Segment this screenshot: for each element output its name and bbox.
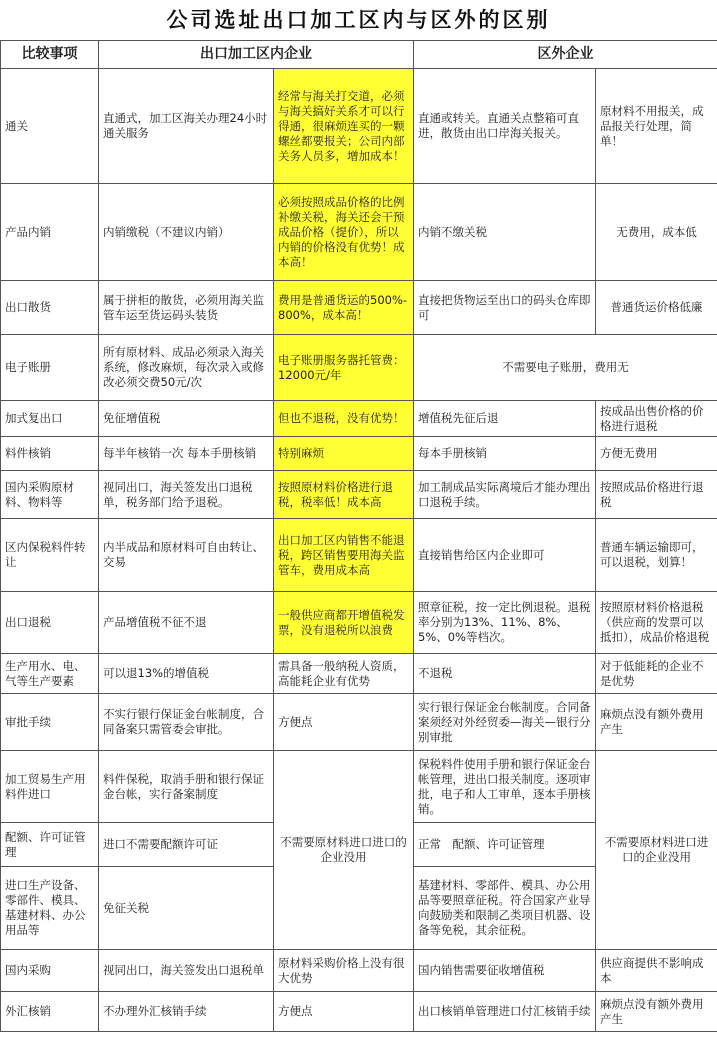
inside-detail: 每半年核销一次 每本手册核销: [99, 437, 274, 471]
header-item: 比较事项: [1, 41, 99, 69]
inside-detail: 直通式，加工区海关办理24小时通关服务: [99, 69, 274, 184]
table-row: [1, 694, 717, 751]
inside-detail: 进口不需要配额许可证: [99, 823, 274, 867]
outside-detail: 不退税: [414, 654, 596, 694]
inside-detail: 内半成品和原材料可自由转让、交易: [99, 519, 274, 592]
outside-merged: 不需要电子账册，费用无: [414, 335, 717, 401]
table-row: [1, 654, 717, 694]
outside-detail: 直接销售给区内企业即可: [414, 519, 596, 592]
outside-detail: 国内销售需要征收增值税: [414, 950, 596, 992]
inside-detail: 可以退13%的增值税: [99, 654, 274, 694]
header-outside: 区外企业: [414, 41, 717, 69]
item-label: 区内保税料件转让: [1, 519, 99, 592]
inside-comment: 方便点: [274, 992, 414, 1032]
outside-comment: 麻烦点没有额外费用产生: [596, 992, 717, 1032]
inside-comment: 需具备一般纳税人资质，高能耗企业有优势: [274, 654, 414, 694]
outside-comment: 对于低能耗的企业不是优势: [596, 654, 717, 694]
inside-detail: 不实行银行保证金台帐制度，合同备案只需管委会审批。: [99, 694, 274, 751]
inside-comment: 出口加工区内销售不能退税，跨区销售要用海关监管车，费用成本高: [274, 519, 414, 592]
item-label: 出口散货: [1, 281, 99, 335]
item-label: 电子账册: [1, 335, 99, 401]
table-row: [1, 950, 717, 992]
inside-detail: 料件保税，取消手册和银行保证金台帐，实行备案制度: [99, 751, 274, 823]
inside-comment: 经常与海关打交道，必须与海关搞好关系才可以行得通，很麻烦连买的一颗螺丝都要报关；公司内部关务人员多，增加成本！: [274, 69, 414, 184]
inside-comment: 费用是普通货运的500%-800%，成本高！: [274, 281, 414, 335]
outside-comment: 按照成品价格进行退税: [596, 471, 717, 519]
item-label: 加工贸易生产用料件进口: [1, 751, 99, 823]
inside-comment: 一般供应商都开增值税发票，没有退税所以浪费: [274, 592, 414, 654]
outside-detail: 内销不缴关税: [414, 184, 596, 281]
outside-detail: 直接把货物运至出口的码头仓库即可: [414, 281, 596, 335]
item-label: 外汇核销: [1, 992, 99, 1032]
inside-comment: 特别麻烦: [274, 437, 414, 471]
header-inside: 出口加工区内企业: [99, 41, 414, 69]
inside-comment: 必须按照成品价格的比例补缴关税，海关还会干预成品价格（提价），所以内销的价格没有优势！成本高！: [274, 184, 414, 281]
outside-detail: 正常 配额、许可证管理: [414, 823, 596, 867]
outside-detail: 照章征税，按一定比例退税。退税率分别为13%、11%、8%、5%、0%等档次。: [414, 592, 596, 654]
inside-comment: 但也不退税，没有优势！: [274, 401, 414, 437]
item-label: 产品内销: [1, 184, 99, 281]
item-label: 审批手续: [1, 694, 99, 751]
table-row: [1, 69, 717, 184]
inside-comment: 按照原材料价格进行退税，税率低！成本高: [274, 471, 414, 519]
item-label: 加式复出口: [1, 401, 99, 437]
item-label: 通关: [1, 69, 99, 184]
inside-detail: 属于拼柜的散货，必须用海关监管车运至货运码头装货: [99, 281, 274, 335]
inside-detail: 视同出口，海关签发出口退税单，税务部门给予退税。: [99, 471, 274, 519]
table-row: [1, 184, 717, 281]
outside-detail: 基建材料、零部件、模具、办公用品等要照章征税。符合国家产业导向鼓励类和限制乙类项目机器、设备等免税，其余征税。: [414, 867, 596, 950]
outside-detail: 出口核销单管理进口付汇核销手续: [414, 992, 596, 1032]
inside-detail: 内销缴税（不建议内销）: [99, 184, 274, 281]
table-row: [1, 401, 717, 437]
table-row: [1, 751, 717, 823]
inside-detail: 免征关税: [99, 867, 274, 950]
table-row: [1, 992, 717, 1032]
outside-detail: 保税料件使用手册和银行保证金台帐管理，进出口报关制度。逐项审批，电子和人工审单，逐本手册核销。: [414, 751, 596, 823]
inside-comment: 电子账册服务器托管费：12000元/年: [274, 335, 414, 401]
inside-detail: 不办理外汇核销手续: [99, 992, 274, 1032]
item-label: 进口生产设备、零部件、模具、基建材料、办公用品等: [1, 867, 99, 950]
inside-detail: 视同出口，海关签发出口退税单: [99, 950, 274, 992]
table-row: [1, 471, 717, 519]
item-label: 生产用水、电、气等生产要素: [1, 654, 99, 694]
outside-comment: 无费用，成本低: [596, 184, 717, 281]
item-label: 出口退税: [1, 592, 99, 654]
outside-detail: 加工制成品实际离境后才能办理出口退税手续。: [414, 471, 596, 519]
outside-comment: 普通货运价格低廉: [596, 281, 717, 335]
outside-comment: 按照原材料价格退税（供应商的发票可以抵扣），成品价格退税: [596, 592, 717, 654]
inside-detail: 免征增值税: [99, 401, 274, 437]
comparison-table: [0, 40, 717, 1032]
outside-comment: 方便无费用: [596, 437, 717, 471]
outside-detail: 直通或转关。直通关点整箱可直进，散货由出口岸海关报关。: [414, 69, 596, 184]
outside-detail: 增值税先征后退: [414, 401, 596, 437]
item-label: 料件核销: [1, 437, 99, 471]
table-row: [1, 519, 717, 592]
table-row: [1, 592, 717, 654]
inside-comment: 方便点: [274, 694, 414, 751]
table-row: [1, 437, 717, 471]
outside-merged-comment: 不需要原材料进口进口的企业没用: [596, 751, 717, 950]
outside-comment: 原材料不用报关，成品报关行处理，简单！: [596, 69, 717, 184]
outside-comment: 供应商提供不影响成本: [596, 950, 717, 992]
outside-detail: 实行银行保证金台帐制度。合同备案须经对外经贸委—海关—银行分别审批: [414, 694, 596, 751]
item-label: 国内采购: [1, 950, 99, 992]
header-row: [1, 41, 717, 69]
inside-comment: 原材料采购价格上没有很大优势: [274, 950, 414, 992]
inside-merged-comment: 不需要原材料进口进口的企业没用: [274, 751, 414, 950]
table-row: [1, 335, 717, 401]
item-label: 配额、许可证管理: [1, 823, 99, 867]
inside-detail: 产品增值税不征不退: [99, 592, 274, 654]
outside-comment: 按成品出售价格的价格进行退税: [596, 401, 717, 437]
inside-detail: 所有原材料、成品必须录入海关系统，修改麻烦，每次录入或修改必须交费50元/次: [99, 335, 274, 401]
outside-comment: 普通车辆运输即可，可以退税，划算！: [596, 519, 717, 592]
table-row: [1, 281, 717, 335]
item-label: 国内采购原材料、物料等: [1, 471, 99, 519]
page-title: 公司选址出口加工区内与区外的区别: [166, 7, 551, 32]
outside-detail: 每本手册核销: [414, 437, 596, 471]
outside-comment: 麻烦点没有额外费用产生: [596, 694, 717, 751]
